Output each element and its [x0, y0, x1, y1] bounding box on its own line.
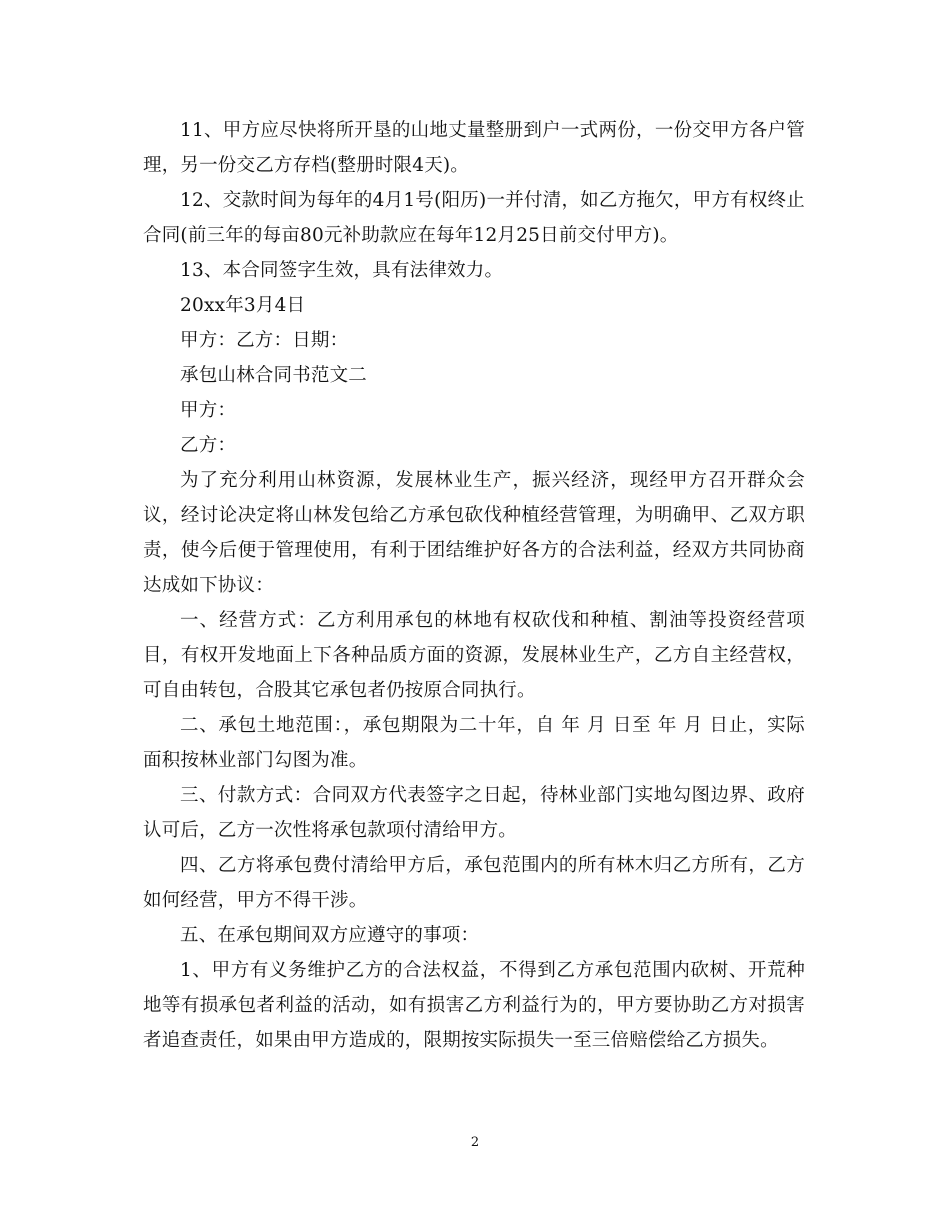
- paragraph-article-1: 一、经营方式：乙方利用承包的林地有权砍伐和种植、割油等投资经营项目，有权开发地面上下各种品质方面的资源，发展林业生产，乙方自主经营权，可自由转包，合股其它承包者仍按原合同执行。: [143, 610, 805, 701]
- paragraph-date: 20xx年3月4日: [180, 295, 306, 316]
- paragraph-article-4: 四、乙方将承包费付清给甲方后，承包范围内的所有林木归乙方所有，乙方如何经营，甲方不得干涉。: [143, 855, 805, 911]
- paragraph-article-5: 五、在承包期间双方应遵守的事项：: [180, 925, 480, 946]
- paragraph-article-2: 二、承包土地范围：，承包期限为二十年，自 年 月 日至 年 月 日止，实际面积按林业部门勾图为准。: [143, 715, 805, 771]
- paragraph-party-b: 乙方：: [180, 435, 237, 456]
- paragraph-article-3: 三、付款方式：合同双方代表签字之日起，待林业部门实地勾图边界、政府认可后，乙方一次性将承包款项付清给甲方。: [143, 785, 805, 841]
- paragraph-clause-11: 11、甲方应尽快将所开垦的山地丈量整册到户一式两份，一份交甲方各户管理，另一份交乙方存档(整册时限4天)。: [143, 120, 805, 176]
- paragraph-party-a: 甲方：: [180, 400, 237, 421]
- paragraph-signatures: 甲方：乙方：日期：: [180, 330, 349, 351]
- page-number: 2: [470, 1135, 480, 1150]
- paragraph-article-5-item-1: 1、甲方有义务维护乙方的合法权益，不得到乙方承包范围内砍树、开荒种地等有损承包者利益的活动，如有损害乙方利益行为的，甲方要协助乙方对损害者追查责任，如果由甲方造成的，限期按实际损失一至三倍赔偿给乙方损失。: [143, 960, 805, 1051]
- paragraph-clause-12: 12、交款时间为每年的4月1号(阳历)一并付清，如乙方拖欠，甲方有权终止合同(前三年的每亩80元补助款应在每年12月25日前交付甲方)。: [143, 190, 805, 246]
- document-body: [143, 113, 805, 1058]
- paragraph-preamble: 为了充分利用山林资源，发展林业生产，振兴经济，现经甲方召开群众会议，经讨论决定将山林发包给乙方承包砍伐种植经营管理，为明确甲、乙双方职责，使今后便于管理使用，有利于团结维护好各方的合法利益，经双方共同协商达成如下协议：: [143, 470, 805, 596]
- paragraph-clause-13: 13、本合同签字生效，具有法律效力。: [180, 260, 504, 281]
- section-title: 承包山林合同书范文二: [180, 365, 368, 386]
